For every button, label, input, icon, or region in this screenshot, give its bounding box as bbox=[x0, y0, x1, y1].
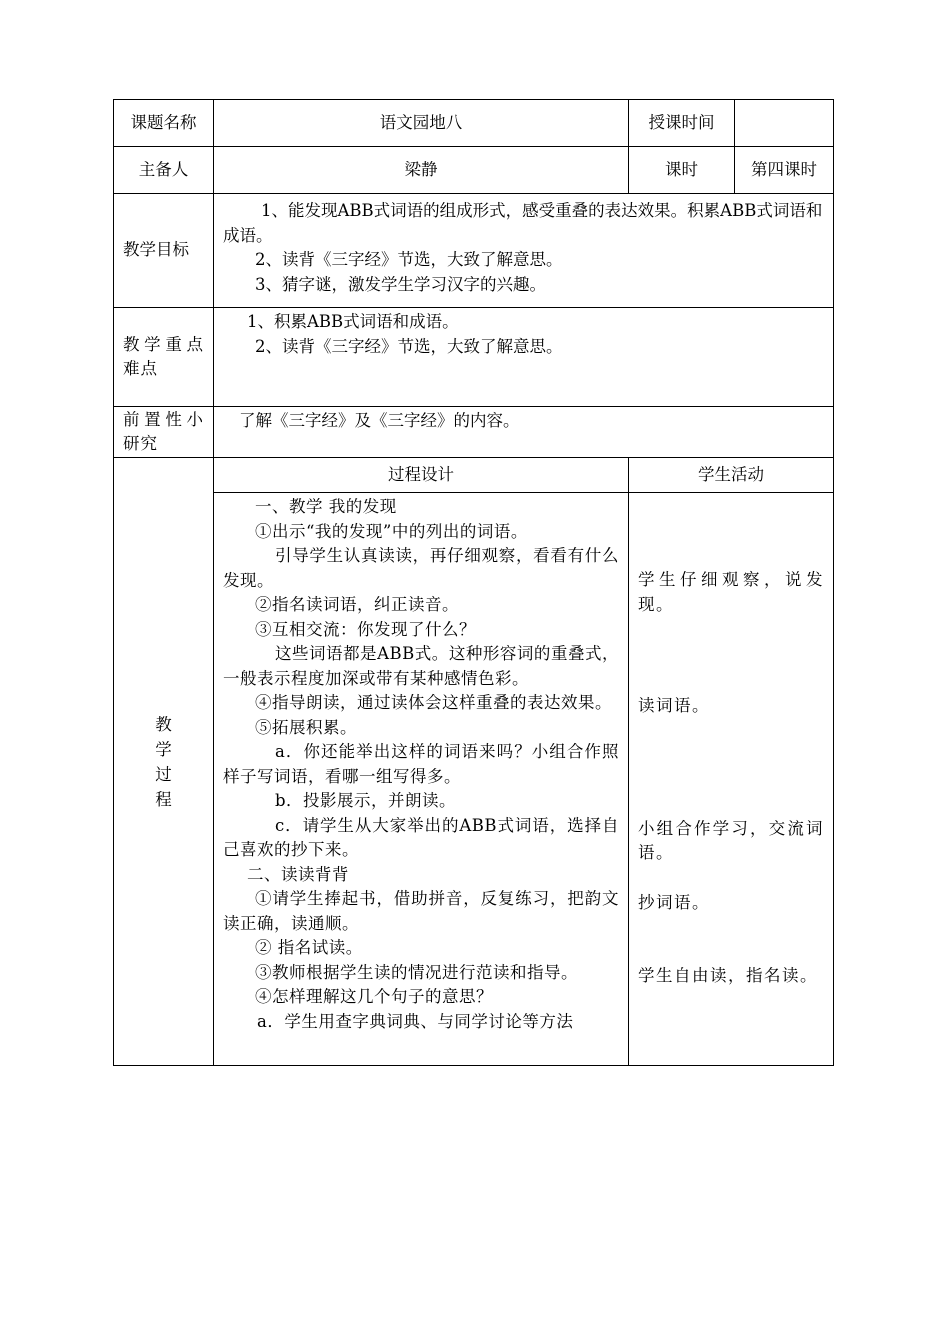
lesson-plan-table bbox=[113, 99, 834, 1066]
activity-content bbox=[629, 493, 834, 1066]
design-line-11: c．请学生从大家举出的ABB式词语，选择自己喜欢的抄下来。 bbox=[223, 815, 619, 859]
design-line-6: 这些词语都是ABB式。这种形容词的重叠式，一般表示程度加深或带有某种感情色彩。 bbox=[223, 644, 619, 688]
preparer-label: 主备人 bbox=[114, 147, 214, 194]
activity-line-3: 小组合作学习，交流词语。 bbox=[638, 818, 824, 862]
activity-line-1: 学生仔细观察，说发现。 bbox=[638, 570, 824, 614]
process-label-char-3: 过 bbox=[155, 764, 172, 784]
goals-label: 教学目标 bbox=[114, 194, 214, 308]
design-line-8: ⑤拓展积累。 bbox=[255, 717, 357, 737]
design-content bbox=[214, 493, 629, 1066]
design-line-7: ④指导朗读，通过读体会这样重叠的表达效果。 bbox=[255, 693, 612, 712]
topic-value: 语文园地八 bbox=[214, 100, 629, 147]
key-points-content bbox=[214, 308, 834, 407]
design-line-17: a．学生用查字典词典、与同学讨论等方法 bbox=[257, 1011, 574, 1031]
activity-line-2: 读词语。 bbox=[638, 696, 710, 715]
process-label-char-2: 学 bbox=[155, 739, 172, 759]
design-line-12: 二、读读背背 bbox=[247, 864, 349, 884]
pre-study-text: 了解《三字经》及《三字经》的内容。 bbox=[239, 411, 520, 430]
design-line-5: ③互相交流：你发现了什么？ bbox=[255, 619, 476, 639]
goal-line-3: 3、猜字谜，激发学生学习汉字的兴趣。 bbox=[255, 274, 546, 294]
design-line-1: 一、教学 我的发现 bbox=[255, 497, 397, 516]
design-line-3: 引导学生认真读读，再仔细观察，看看有什么发现。 bbox=[223, 546, 619, 590]
key-points-label: 教学重点难点 bbox=[114, 308, 214, 407]
row-goals bbox=[114, 194, 834, 308]
goal-line-1: 1、能发现ABB式词语的组成形式，感受重叠的表达效果。积累ABB式词语和成语。 bbox=[223, 201, 823, 245]
activity-line-4: 抄词语。 bbox=[638, 892, 710, 912]
design-line-9: a．你还能举出这样的词语来吗？小组合作照样子写词语，看哪一组写得多。 bbox=[223, 742, 619, 786]
time-value bbox=[735, 100, 834, 147]
time-label: 授课时间 bbox=[629, 100, 735, 147]
design-line-4: ②指名读词语，纠正读音。 bbox=[255, 595, 459, 614]
goal-line-2: 2、读背《三字经》节选，大致了解意思。 bbox=[255, 250, 563, 269]
activity-header: 学生活动 bbox=[629, 458, 834, 493]
design-line-13: ①请学生捧起书，借助拼音，反复练习，把韵文读正确，读通顺。 bbox=[223, 889, 619, 933]
design-line-10: b．投影展示，并朗读。 bbox=[275, 791, 457, 810]
period-label: 课时 bbox=[629, 147, 735, 194]
row-process-body bbox=[114, 493, 834, 1066]
row-key-points bbox=[114, 308, 834, 407]
process-label bbox=[114, 458, 214, 1066]
lesson-plan-document bbox=[113, 99, 833, 1066]
pre-study-label: 前置性小研究 bbox=[114, 407, 214, 458]
design-line-15: ③教师根据学生读的情况进行范读和指导。 bbox=[255, 962, 578, 982]
row-pre-study bbox=[114, 407, 834, 458]
row-process-header bbox=[114, 458, 834, 493]
period-value: 第四课时 bbox=[735, 147, 834, 194]
preparer-value: 梁静 bbox=[214, 147, 629, 194]
design-line-2: ①出示“我的发现”中的列出的词语。 bbox=[255, 521, 528, 541]
key-point-line-1: 1、积累ABB式词语和成语。 bbox=[247, 312, 459, 331]
row-preparer bbox=[114, 147, 834, 194]
key-point-line-2: 2、读背《三字经》节选，大致了解意思。 bbox=[255, 336, 563, 356]
topic-label: 课题名称 bbox=[114, 100, 214, 147]
design-line-14: ② 指名试读。 bbox=[255, 938, 363, 957]
row-topic bbox=[114, 100, 834, 147]
process-label-char-1: 教 bbox=[155, 714, 172, 734]
goals-content bbox=[214, 194, 834, 308]
process-label-char-4: 程 bbox=[155, 789, 172, 809]
activity-line-5: 学生自由读，指名读。 bbox=[638, 966, 818, 985]
pre-study-content bbox=[214, 407, 834, 458]
design-header: 过程设计 bbox=[214, 458, 629, 493]
design-line-16: ④怎样理解这几个句子的意思？ bbox=[255, 987, 493, 1006]
